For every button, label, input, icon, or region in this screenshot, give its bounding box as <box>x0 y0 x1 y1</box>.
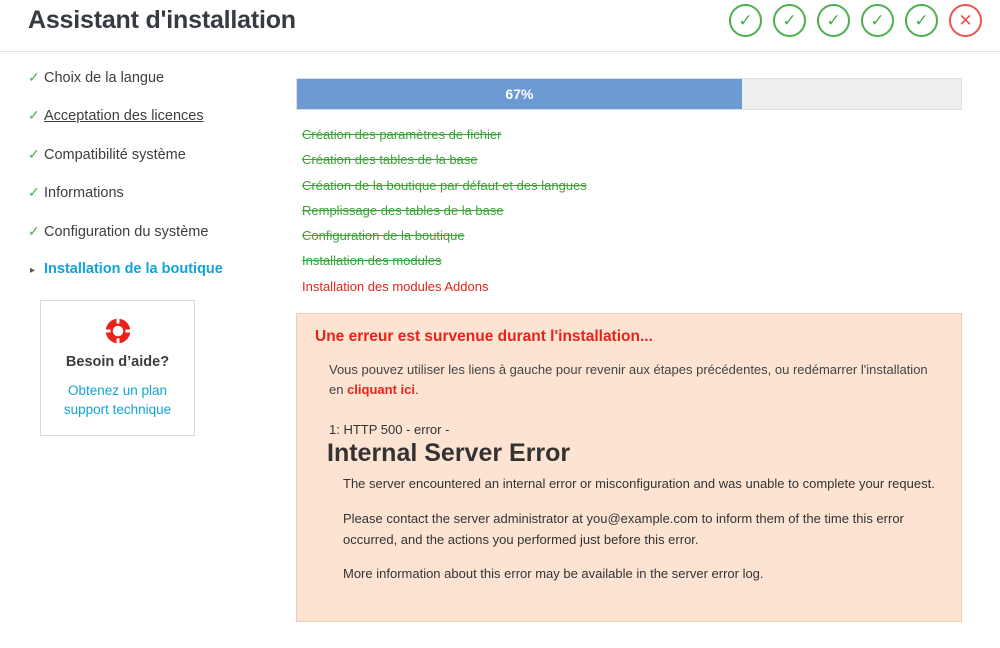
sidebar-item-label: Informations <box>44 185 124 202</box>
technical-support-link[interactable] <box>51 382 184 418</box>
step-dot-6[interactable] <box>949 4 982 37</box>
sidebar-item-system-configuration[interactable] <box>28 223 288 241</box>
sidebar-item-informations[interactable] <box>28 184 288 202</box>
http-error-heading: Internal Server Error <box>327 439 571 468</box>
close-icon: ✕ <box>958 11 973 30</box>
error-panel <box>296 313 962 622</box>
task-item: Création de la boutique par défaut et des langues <box>302 177 587 193</box>
task-item: Configuration de la boutique <box>302 228 465 243</box>
help-box <box>40 300 195 435</box>
help-title: Besoin d’aide? <box>65 354 170 371</box>
help-link-line-2: support technique <box>63 401 172 417</box>
sidebar-item-licenses[interactable] <box>28 107 288 125</box>
error-help-part-1: Vous pouvez utiliser les liens à gauche pour revenir aux étapes précédentes, ou redémarrer l'installation en <box>329 361 928 397</box>
progress-label: 67% <box>505 86 534 102</box>
step-dot-5[interactable] <box>905 4 938 37</box>
sidebar-item-label: Choix de la langue <box>44 70 165 86</box>
sidebar-item-label[interactable]: Acceptation des licences <box>44 108 204 125</box>
check-icon: ✓ <box>28 107 40 124</box>
sidebar-item-label: Compatibilité système <box>44 146 186 163</box>
sidebar-item-shop-installation[interactable] <box>28 261 288 278</box>
step-dot-3[interactable] <box>817 4 850 37</box>
installation-progress-bar <box>296 78 962 110</box>
content-area <box>0 52 1000 648</box>
task-item: Remplissage des tables de la base <box>302 202 504 218</box>
check-icon: ✓ <box>28 145 40 162</box>
step-dot-2[interactable] <box>773 4 806 37</box>
life-ring-icon <box>104 317 132 345</box>
sidebar-item-label: Configuration du système <box>44 223 209 240</box>
sidebar-item-language[interactable] <box>28 69 288 87</box>
check-icon: ✓ <box>782 11 797 30</box>
task-item: Création des tables de la base <box>302 152 478 168</box>
check-icon: ✓ <box>28 222 40 239</box>
restart-install-link[interactable]: cliquant ici <box>347 381 415 397</box>
error-title: Une erreur est survenue durant l'installation... <box>315 327 653 345</box>
check-icon: ✓ <box>738 11 753 30</box>
error-help-text <box>315 360 943 400</box>
step-dot-1[interactable] <box>729 4 762 37</box>
check-icon: ✓ <box>870 11 885 30</box>
page-title: Assistant d'installation <box>28 6 296 34</box>
sidebar <box>0 52 288 436</box>
check-icon: ✓ <box>826 11 841 30</box>
task-item: Installation des modules <box>302 253 442 269</box>
error-paragraph: Please contact the server administrator at you@example.com to inform them of the time this error occurred, and the actions you performed just before this error. <box>343 510 904 547</box>
help-link-line-1: Obtenez un plan <box>67 383 168 399</box>
sidebar-item-label: Installation de la boutique <box>44 260 223 277</box>
sidebar-item-system-compatibility[interactable] <box>28 146 288 164</box>
error-help-part-2: . <box>414 381 419 397</box>
task-item: Création des paramètres de fichier <box>302 127 502 142</box>
task-list <box>296 127 962 295</box>
error-paragraph: More information about this error may be available in the server error log. <box>343 566 764 582</box>
http-status-line: 1: HTTP 500 - error - <box>329 422 450 438</box>
check-icon: ✓ <box>28 69 40 85</box>
page-header <box>0 0 1000 52</box>
check-icon: ✓ <box>914 11 929 30</box>
error-paragraph: The server encountered an internal error or misconfiguration and was unable to complete your request. <box>343 476 935 492</box>
check-icon: ✓ <box>28 184 40 201</box>
step-indicator <box>729 4 982 37</box>
help-icon-wrap <box>51 317 184 345</box>
main-panel <box>296 52 962 622</box>
chevron-right-icon: ▸ <box>30 264 36 276</box>
task-item: Installation des modules Addons <box>302 278 489 294</box>
step-dot-4[interactable] <box>861 4 894 37</box>
